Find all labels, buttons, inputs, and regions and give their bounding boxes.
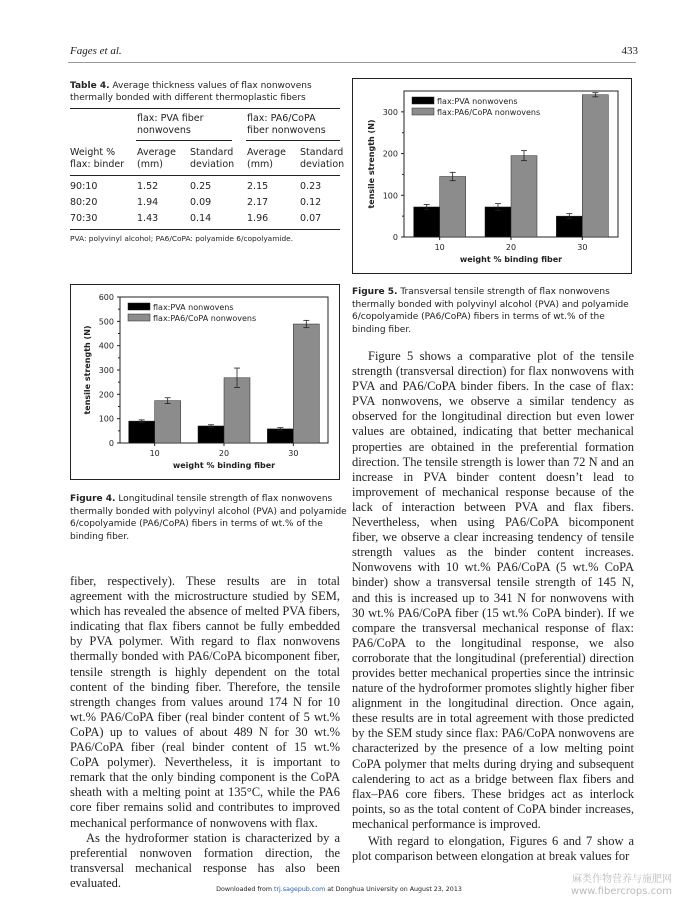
x-tick-label: 10 (149, 449, 160, 458)
table4-subheader-4a: Standard (300, 147, 344, 158)
y-tick-label: 200 (382, 149, 398, 159)
left-paragraph-1: fiber, respectively). These results are in total agreement with the microstructure studied by SEM, which has revealed the absence of melted PVA fibers, indicating that flax fibers cannot be fully embedded by PVA polymer. With regard to flax nonwovens thermally bonded with PA6/CoPA bicomponent fiber, tensile strength is highly dependent on the total content of the binding fiber. Therefore, the tensile strength changes from values around 174 N for 10 wt.% PA6/CoPA fiber (real binder content of 5 wt.% CoPA) up to values of about 489 N for 30 wt.% PA6/CoPA fiber (real binder content of 15 wt.% CoPA polymer). Nevertheless, it is important to remark that the only binding component is the CoPA sheath with a melting point at 135°C, while the PA6 core fiber remains solid and contributes to improved mechanical performance of nonwovens with flax. (70, 574, 340, 830)
table4-bottom-rule (70, 229, 340, 230)
table4-group1-line2: nonwovens (137, 125, 191, 136)
y-tick-label: 300 (382, 107, 398, 117)
table4-cell-r2c2: 1.94 (137, 197, 159, 208)
table4-group1-rule (136, 140, 232, 141)
right-column-text (352, 349, 634, 864)
figure4-chart (70, 284, 340, 480)
y-tick-label: 0 (108, 439, 114, 448)
y-tick-label: 400 (98, 341, 114, 351)
table4-group2-line2: fiber nonwovens (247, 125, 326, 136)
figure5-caption (352, 286, 632, 336)
watermark (571, 874, 672, 898)
footer-suffix: at Donghua University on August 23, 2013 (327, 886, 462, 893)
footer-link[interactable]: trj.sagepub.com (274, 886, 326, 893)
left-column-text (70, 574, 340, 891)
table4-cell-r1c4: 2.15 (247, 181, 269, 192)
table4-subheader-3b: (mm) (247, 159, 273, 170)
bar-pa6-copa (582, 95, 608, 237)
x-tick-label: 30 (288, 449, 299, 458)
table4-cell-r3c3: 0.14 (190, 213, 212, 224)
table4-cell-r3c5: 0.07 (300, 213, 322, 224)
figure4-caption (70, 493, 350, 543)
legend-label: flax:PA6/CoPA nonwovens (437, 108, 541, 117)
table4-footnote: PVA: polyvinyl alcohol; PA6/CoPA: polyamide 6/copolyamide. (70, 234, 294, 243)
bar-pva (129, 421, 155, 443)
bar-pva (414, 207, 440, 237)
legend-swatch (128, 303, 150, 310)
table4-subheader-1b: (mm) (137, 159, 163, 170)
figure5-caption-text: Transversal tensile strength of flax nonwovens thermally bonded with polyvinyl alcohol (PVA) and polyamide 6/copolyamide (PA6/CoPA) fibers in terms of wt.% of the binding fiber. (352, 287, 629, 335)
bar-pva (198, 426, 224, 443)
bar-pa6-copa (511, 156, 537, 237)
table4-cell-r1c1: 90:10 (70, 181, 98, 192)
table4 (70, 108, 345, 232)
x-tick-label: 10 (434, 243, 445, 252)
y-tick-label: 100 (382, 191, 398, 201)
figure4-caption-text: Longitudinal tensile strength of flax nonwovens thermally bonded with polyvinyl alcohol (PVA) and polyamide 6/copolyamide (PA6/CoPA) fibers in terms of wt.% of the binding fiber. (70, 494, 347, 542)
table4-caption-text: Average thickness values of flax nonwovens thermally bonded with different thermoplastic fibers (70, 81, 312, 103)
legend-label: flax:PA6/CoPA nonwovens (153, 314, 257, 323)
watermark-line2: www.fibercrops.com (570, 886, 672, 897)
x-axis-label: weight % binding fiber (459, 255, 563, 264)
table4-rowheader-line1: Weight % (70, 147, 116, 158)
figure4-caption-label: Figure 4. (70, 494, 116, 504)
y-axis-label: tensile strength (N) (83, 325, 92, 415)
table4-cell-r3c4: 1.96 (247, 213, 269, 224)
table4-subheader-2b: deviation (190, 159, 235, 170)
table4-top-rule (70, 108, 340, 109)
table4-rowheader-line2: flax: binder (70, 159, 125, 170)
y-tick-label: 200 (98, 390, 114, 400)
watermark-line1: 麻类作物营养与施肥网 (572, 874, 672, 885)
legend-label: flax:PVA nonwovens (437, 97, 518, 106)
legend-label: flax:PVA nonwovens (153, 303, 234, 312)
y-tick-label: 0 (392, 233, 398, 242)
footer-prefix: Downloaded from (216, 886, 272, 893)
table4-cell-r3c1: 70:30 (70, 213, 98, 224)
right-paragraph-2: With regard to elongation, Figures 6 and 7 show a plot comparison between elongation at break values for (352, 834, 634, 864)
table4-header-rule (70, 175, 340, 176)
figure5-caption-label: Figure 5. (352, 287, 398, 297)
y-tick-label: 300 (98, 366, 114, 375)
left-paragraph-2: As the hydroformer station is characterized by a preferential nonwoven formation direction, the transversal mechanical response has also been evaluated. (70, 830, 340, 890)
table4-group2-rule (246, 140, 340, 141)
right-paragraph-1: Figure 5 shows a comparative plot of the tensile strength (transversal direction) for flax nonwovens with PVA and PA6/CoPA binder fibers. In the case of flax: PVA nonwovens, we observe a similar tendency as observed for the longitudinal direction but even lower values are obtained, indicating that better mechanical properties are obtained in the preferential formation direction. The tensile strength is lower than 72 N and an increase in PVA binder content doesn’t lead to improvement of mechanical response because of the lack of interaction between PVA and flax fibers. Nevertheless, when using PA6/CoPA bicomponent fiber, we observe a clear increasing tendency of tensile strength values as the binder content increases. Nonwovens with 10 wt.% PA6/CoPA (5 wt.% CoPA binder) show a transversal tensile strength of 145 N, and this is increased up to 341 N for nonwovens with 30 wt.% PA6/CoPA fiber (15 wt.% CoPA binder). If we compare the transversal mechanical response of flax: PA6/CoPA to the longitudinal response, we also corroborate that the longitudinal (preferential) direction provides better mechanical properties since the intrinsic nature of the hydroformer promotes slightly higher fiber alignment in the longitudinal direction. Once again, these results are in total agreement with those predicted by the SEM study since flax: PA6/CoPA nonwovens are characterized by the presence of a low melting point CoPA polymer that melts during drying and subsequent calendering to act as a bridge between flax fibers and flax–PA6 core fibers. These bridges act as interlock points, so as the total content of CoPA binder increases, mechanical performance is improved. (352, 349, 634, 831)
bar-pa6-copa (155, 401, 181, 443)
y-axis-label: tensile strength (N) (367, 119, 376, 209)
bar-pva (267, 429, 293, 443)
legend-swatch (412, 108, 434, 115)
x-tick-label: 30 (577, 243, 588, 252)
bar-pa6-copa (293, 324, 319, 443)
table4-subheader-1a: Average (137, 147, 177, 158)
bar-pva (485, 207, 511, 237)
table4-cell-r2c4: 2.17 (247, 197, 269, 208)
y-tick-label: 600 (98, 293, 114, 302)
table4-cell-r1c2: 1.52 (137, 181, 159, 192)
table4-cell-r2c1: 80:20 (70, 197, 98, 208)
header-rule (68, 62, 636, 63)
table4-cell-r1c5: 0.23 (300, 181, 322, 192)
bar-pva (556, 216, 582, 237)
x-tick-label: 20 (505, 243, 517, 252)
table4-cell-r1c3: 0.25 (190, 181, 212, 192)
table4-group2-line1: flax: PA6/CoPA (247, 113, 316, 124)
table4-group1-line1: flax: PVA fiber (137, 113, 204, 124)
running-head: Fages et al. (70, 45, 122, 57)
table4-cell-r3c2: 1.43 (137, 213, 159, 224)
y-tick-label: 500 (98, 317, 114, 327)
table4-subheader-2a: Standard (190, 147, 234, 158)
bar-pa6-copa (440, 177, 466, 237)
table4-subheader-3a: Average (247, 147, 287, 158)
table4-cell-r2c5: 0.12 (300, 197, 322, 208)
y-tick-label: 100 (98, 414, 114, 424)
x-tick-label: 20 (218, 449, 230, 458)
x-axis-label: weight % binding fiber (172, 461, 276, 470)
table4-caption-label: Table 4. (70, 81, 110, 91)
table4-subheader-4b: deviation (300, 159, 345, 170)
table4-caption (70, 80, 340, 104)
legend-swatch (128, 314, 150, 321)
legend-swatch (412, 97, 434, 104)
table4-cell-r2c3: 0.09 (190, 197, 212, 208)
page-number: 433 (621, 45, 638, 57)
figure5-chart (352, 78, 632, 274)
